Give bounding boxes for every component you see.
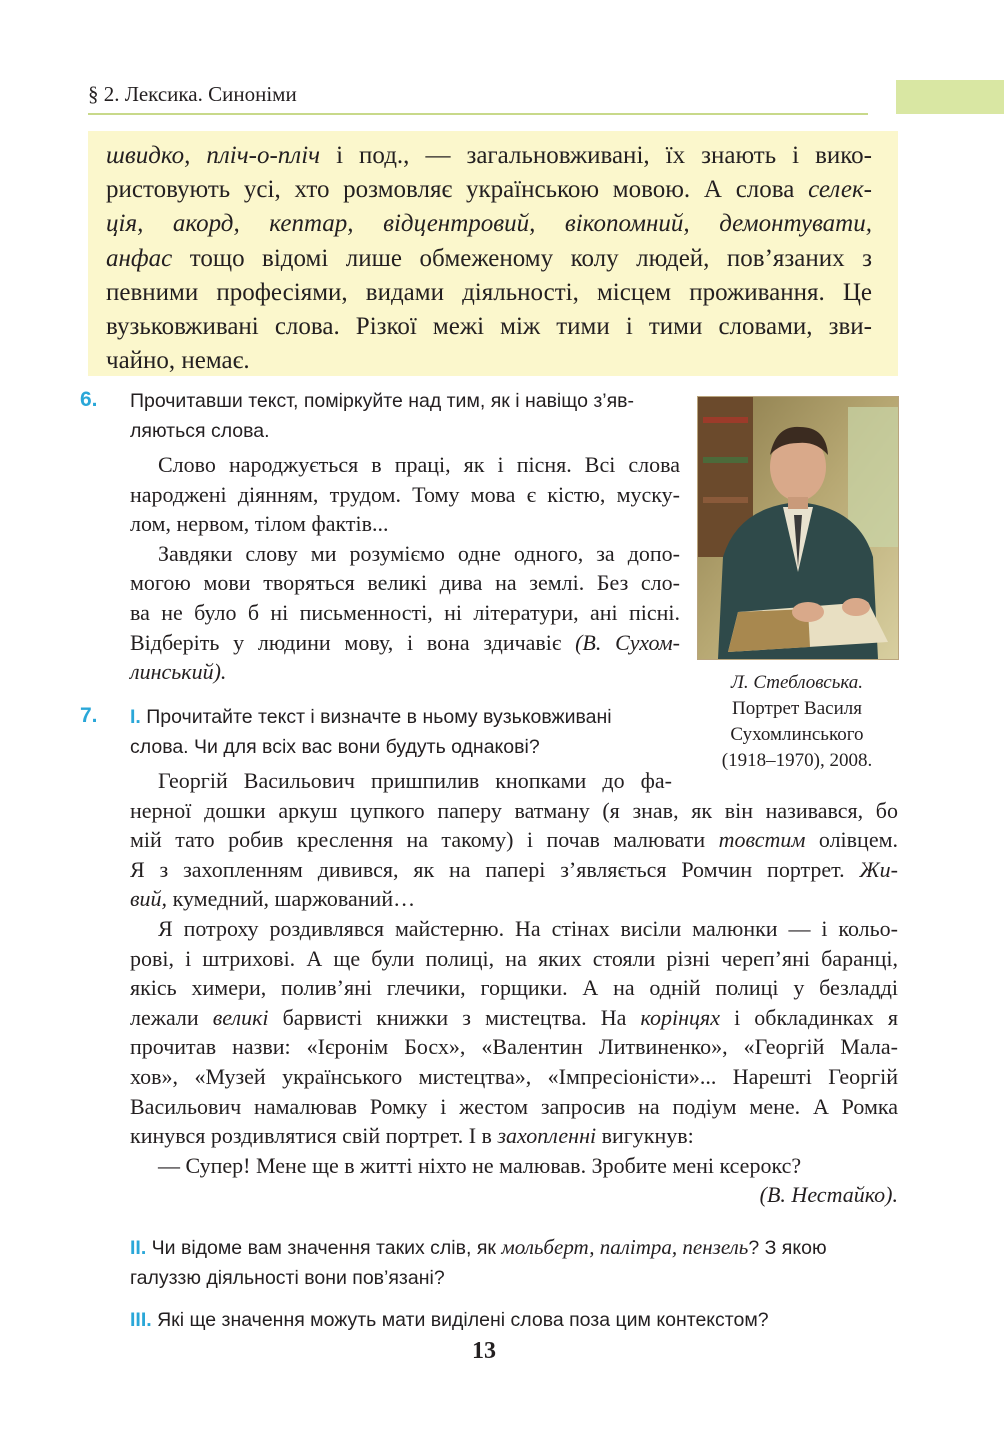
page-number: 13 [472, 1338, 496, 1364]
intro-line: швидко, пліч-о-пліч і под., — загальновживані, їх знають і вико- [106, 142, 872, 169]
caption-author: Л. Стебловська. [730, 672, 864, 693]
author-citation: (В. Сухом- [575, 629, 680, 655]
text-line: Я потроху роздивлявся майстерню. На стінах висіли малюнки — і кольо- [158, 915, 898, 941]
part-3-label: III. [130, 1309, 152, 1331]
text-line: нерної дошки аркуш цупкого паперу ватману (я знав, як він називався, бо [130, 797, 898, 823]
text-line: вий, кумедний, шаржований… [130, 886, 416, 912]
task-7-story [130, 766, 898, 1210]
header-divider [88, 113, 868, 115]
text-line: хов», «Музей українського мистецтва», «Імпресіоністи»... Нарешті Георгій [130, 1063, 898, 1089]
task-7-part3-prompt [130, 1305, 898, 1335]
author-citation: линський). [130, 659, 227, 685]
portrait-painting [697, 396, 899, 660]
intro-text [106, 139, 872, 378]
task-7-part1-prompt [130, 702, 678, 762]
intro-line: ція, акорд, кептар, відцентровий, вікопомний, демонтувати, [106, 210, 872, 238]
task-7-part2-prompt [130, 1232, 898, 1293]
text-line: кинувся роздивлятися свій портрет. І в захопленні вигукнув: [130, 1123, 694, 1149]
caption-line: Сухомлинського [730, 724, 864, 745]
prompt-line: II. Чи відоме вам значення таких слів, як мольберт, палітра, пензель? З якою [130, 1235, 827, 1259]
dialogue-line: — Супер! Мене ще в житті ніхто не малював. Зробите мені ксерокс? [158, 1152, 802, 1178]
task-7-number: 7. [80, 704, 98, 727]
intro-line: чайно, немає. [106, 347, 250, 375]
caption-line: Портрет Василя [732, 698, 862, 719]
text-line: мій тато робив креслення на такому) і почав малювати товстим олівцем. [130, 827, 899, 853]
author-citation: (В. Нестайко). [759, 1182, 898, 1208]
task-6-prompt-line: Прочитавши текст, поміркуйте над тим, як і навіщо з’яв- [130, 390, 635, 412]
text-line: якісь химери, полив’яні глечики, горщики. А на одній полиці у безладді [130, 975, 898, 1001]
text-line: прочитав назви: «Ієронім Босх», «Валентин Литвиненко», «Георгій Мала- [130, 1034, 898, 1060]
task-6-prompt-line: ляються слова. [130, 420, 270, 442]
task-6-prompt [130, 386, 678, 446]
text-line: лом, нервом, тілом фактів... [130, 511, 389, 537]
part-1-label: I. [130, 706, 141, 728]
prompt-line: слова. Чи для всіх вас вони будуть однакові? [130, 736, 540, 758]
intro-line: вузьковживані слова. Різкої межі між тими і тими словами, зви- [106, 313, 872, 341]
intro-line: анфас тощо відомі лише обмеженому колу людей, пов’язаних з [106, 244, 872, 272]
text-line: рові, і штрихові. А ще були полиці, на яких стояли різні череп’яні баранці, [130, 945, 898, 971]
portrait-image [698, 397, 898, 659]
task-6-number: 6. [80, 388, 98, 411]
intro-line: певними професіями, видами діяльності, місцем проживання. Це [106, 278, 872, 306]
prompt-line: I. Прочитайте текст і визначте в ньому вузьковживані [130, 706, 612, 728]
part-2-label: II. [130, 1237, 147, 1259]
intro-line: ристовують усі, хто розмовляє українською мовою. А слова селек- [106, 176, 872, 204]
portrait-caption [697, 670, 897, 774]
page-header-title: § 2. Лексика. Синоніми [88, 82, 297, 106]
text-line: Я з захопленням дивився, як на папері з’являється Ромчин портрет. Жи- [130, 856, 898, 882]
text-line: Слово народжується в праці, як і пісня. Всі слова [158, 452, 680, 477]
text-line: Завдяки слову ми розуміємо одне одного, за допо- [158, 540, 680, 566]
text-line: Георгій Васильович пришпилив кнопками до фа- [158, 768, 672, 793]
text-line: народжені діянням, трудом. Тому мова є кістю, муску- [130, 481, 680, 507]
text-line: ва не було б ні письменності, ні літератури, ані пісні. [130, 599, 680, 625]
task-6-text [130, 450, 680, 687]
text-line: Васильович намалював Ромку і жестом запросив на подіум мене. А Ромка [130, 1093, 898, 1119]
text-line: лежали великі барвисті книжки з мистецтва. На корінцях і обкладинках я [130, 1004, 898, 1030]
caption-line: (1918–1970), 2008. [721, 750, 873, 771]
prompt-line: III. Які ще значення можуть мати виділені слова поза цим контекстом? [130, 1309, 769, 1331]
text-line: могою мови творяться великі дива на землі. Без сло- [130, 570, 680, 596]
prompt-line: галуззю діяльності вони пов’язані? [130, 1267, 445, 1289]
chapter-side-tab [896, 80, 1004, 114]
text-line: Відберіть у людини мову, і вона здичавіє (В. Сухом- [130, 629, 680, 655]
